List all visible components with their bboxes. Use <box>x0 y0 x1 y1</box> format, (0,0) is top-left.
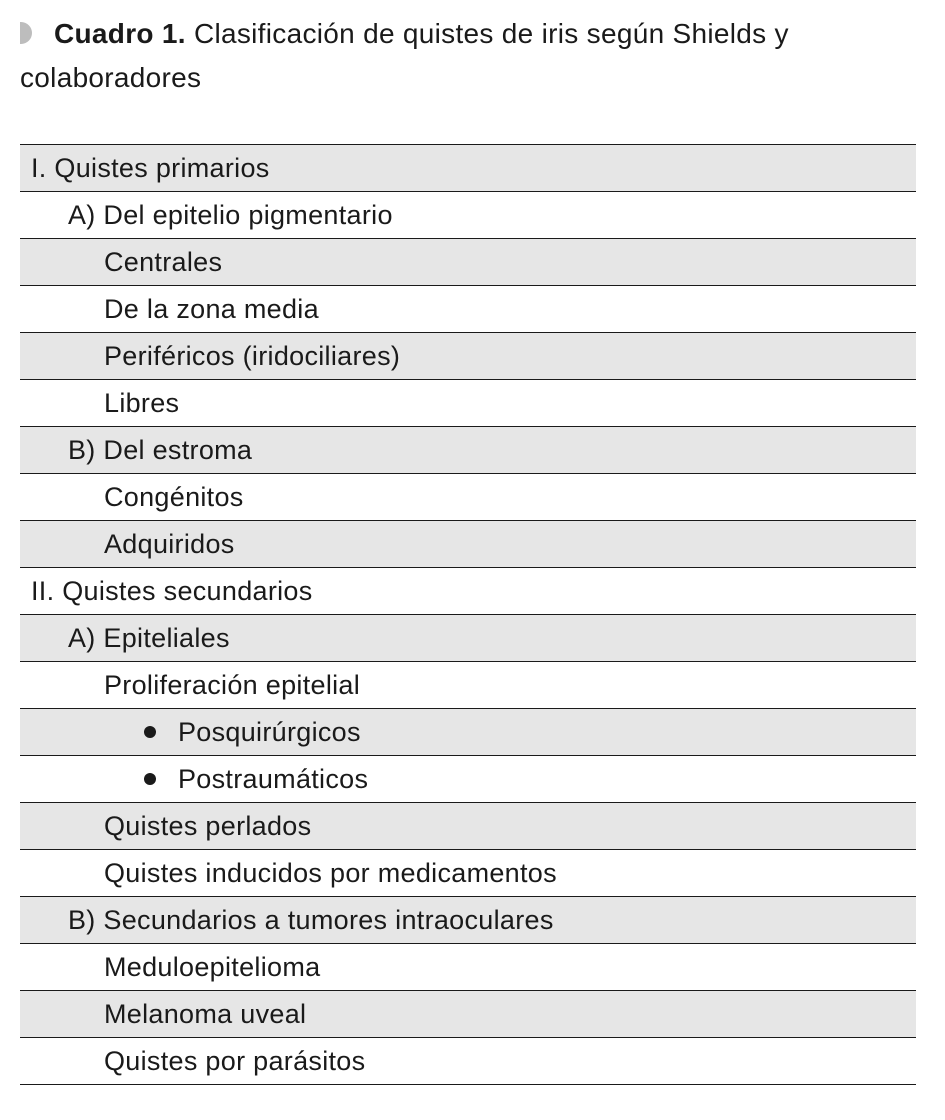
table-row <box>20 803 916 850</box>
row-text: Melanoma uveal <box>104 998 307 1029</box>
row-text: A) Del epitelio pigmentario <box>68 199 393 230</box>
classification-table <box>20 144 916 1085</box>
table-row <box>20 897 916 944</box>
table-row <box>20 709 916 756</box>
caption-marker-icon <box>20 22 32 44</box>
row-text: Libres <box>104 387 180 418</box>
table-row <box>20 192 916 239</box>
row-text: Congénitos <box>104 481 244 512</box>
row-text: A) Epiteliales <box>68 622 230 653</box>
table-row <box>20 380 916 427</box>
table-row <box>20 568 916 615</box>
row-text: Quistes por parásitos <box>104 1045 366 1076</box>
row-text: I. Quistes primarios <box>31 152 270 183</box>
table-row <box>20 286 916 333</box>
row-text: B) Secundarios a tumores intraoculares <box>68 904 554 935</box>
table-row <box>20 756 916 803</box>
caption-text: Clasificación de quistes de iris según Shields y colaboradores <box>20 18 789 93</box>
bullet-icon <box>144 773 156 785</box>
table-row <box>20 850 916 897</box>
table-row <box>20 145 916 192</box>
bullet-icon <box>144 726 156 738</box>
table-row <box>20 991 916 1038</box>
row-text: De la zona media <box>104 293 319 324</box>
table-row <box>20 662 916 709</box>
row-text: II. Quistes secundarios <box>31 575 313 606</box>
row-text: Adquiridos <box>104 528 235 559</box>
table-row <box>20 1038 916 1085</box>
table-row <box>20 944 916 991</box>
row-text: Postraumáticos <box>178 763 369 794</box>
row-text: Posquirúrgicos <box>178 716 361 747</box>
row-text: Centrales <box>104 246 223 277</box>
caption-label: Cuadro 1. <box>54 18 186 49</box>
row-text: Periféricos (iridociliares) <box>104 340 401 371</box>
table-row <box>20 521 916 568</box>
row-text: B) Del estroma <box>68 434 253 465</box>
table-row <box>20 239 916 286</box>
row-text: Quistes perlados <box>104 810 312 841</box>
row-text: Meduloepitelioma <box>104 951 321 982</box>
table-row <box>20 474 916 521</box>
table-row <box>20 615 916 662</box>
row-text: Proliferación epitelial <box>104 669 361 700</box>
table-row <box>20 427 916 474</box>
table-row <box>20 333 916 380</box>
row-text: Quistes inducidos por medicamentos <box>104 857 557 888</box>
table-caption <box>20 12 920 100</box>
